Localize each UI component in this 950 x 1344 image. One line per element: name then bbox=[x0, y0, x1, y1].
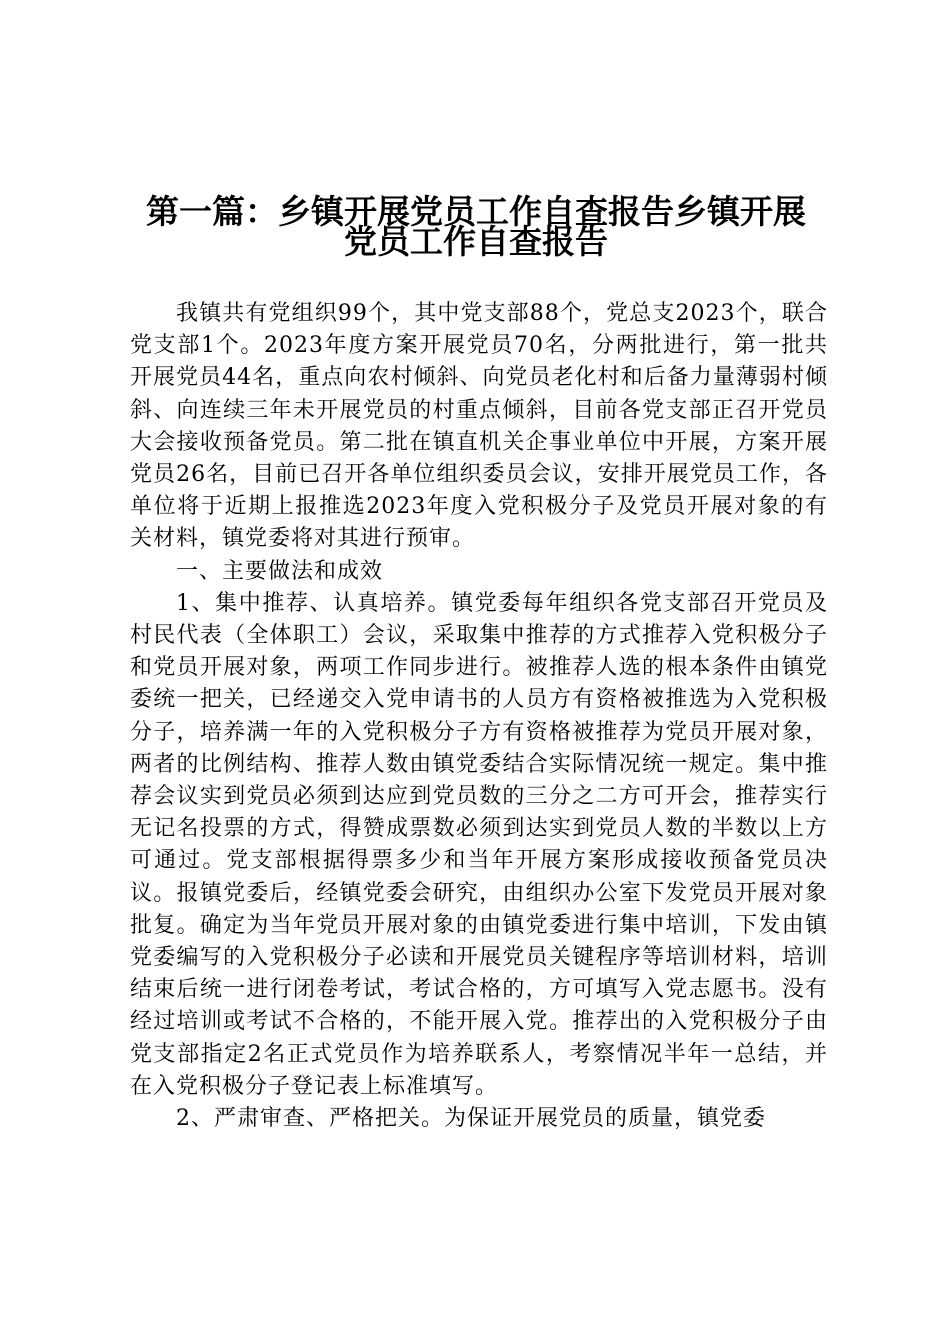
paragraph-overview: 我镇共有党组织99个，其中党支部88个，党总支2023个，联合党支部1个。2023年度方案开展党员70名，分两批进行，第一批共开展党员44名，重点向农村倾斜、向党员老化村和后备力量薄弱村倾斜、向连续三年未开展党员的村重点倾斜，目前各党支部正召开党员大会接收预备党员。第二批在镇直机关企事业单位中开展，方案开展党员26名，目前已召开各单位组织委员会议，安排开展党员工作，各单位将于近期上报推选2023年度入党积极分子及党员开展对象的有关材料，镇党委将对其进行预审。 bbox=[130, 301, 828, 552]
section-heading-main-practices: 一、主要做法和成效 bbox=[176, 558, 384, 584]
paragraph-item-2: 2、严肃审查、严格把关。为保证开展党员的质量，镇党委 bbox=[176, 1106, 766, 1132]
document-title-line-2: 党员工作自查报告 bbox=[344, 222, 608, 261]
paragraph-item-1: 1、集中推荐、认真培养。镇党委每年组织各党支部召开党员及村民代表（全体职工）会议，采取集中推荐的方式推荐入党积极分子和党员开展对象，两项工作同步进行。被推荐人选的根本条件由镇党委统一把关，已经递交入党申请书的人员方有资格被推选为入党积极分子，培养满一年的入党积极分子方有资格被推荐为党员开展对象，两者的比例结构、推荐人数由镇党委结合实际情况统一规定。集中推荐会议实到党员必须到达应到党员数的三分之二方可开会，推荐实行无记名投票的方式，得赞成票数必须到达实到党员人数的半数以上方可通过。党支部根据得票多少和当年开展方案形成接收预备党员决议。报镇党委后，经镇党委会研究，由组织办公室下发党员开展对象批复。确定为当年党员开展对象的由镇党委进行集中培训，下发由镇党委编写的入党积极分子必读和开展党员关键程序等培训材料，培训结束后统一进行闭卷考试，考试合格的，方可填写入党志愿书。没有经过培训或考试不合格的，不能开展入党。推荐出的入党积极分子由党支部指定2名正式党员作为培养联系人，考察情况半年一总结，并在入党积极分子登记表上标准填写。 bbox=[130, 590, 828, 1099]
document-title-line-1: 第一篇：乡镇开展党员工作自查报告乡镇开展 bbox=[146, 192, 806, 231]
document-body bbox=[130, 298, 828, 1135]
